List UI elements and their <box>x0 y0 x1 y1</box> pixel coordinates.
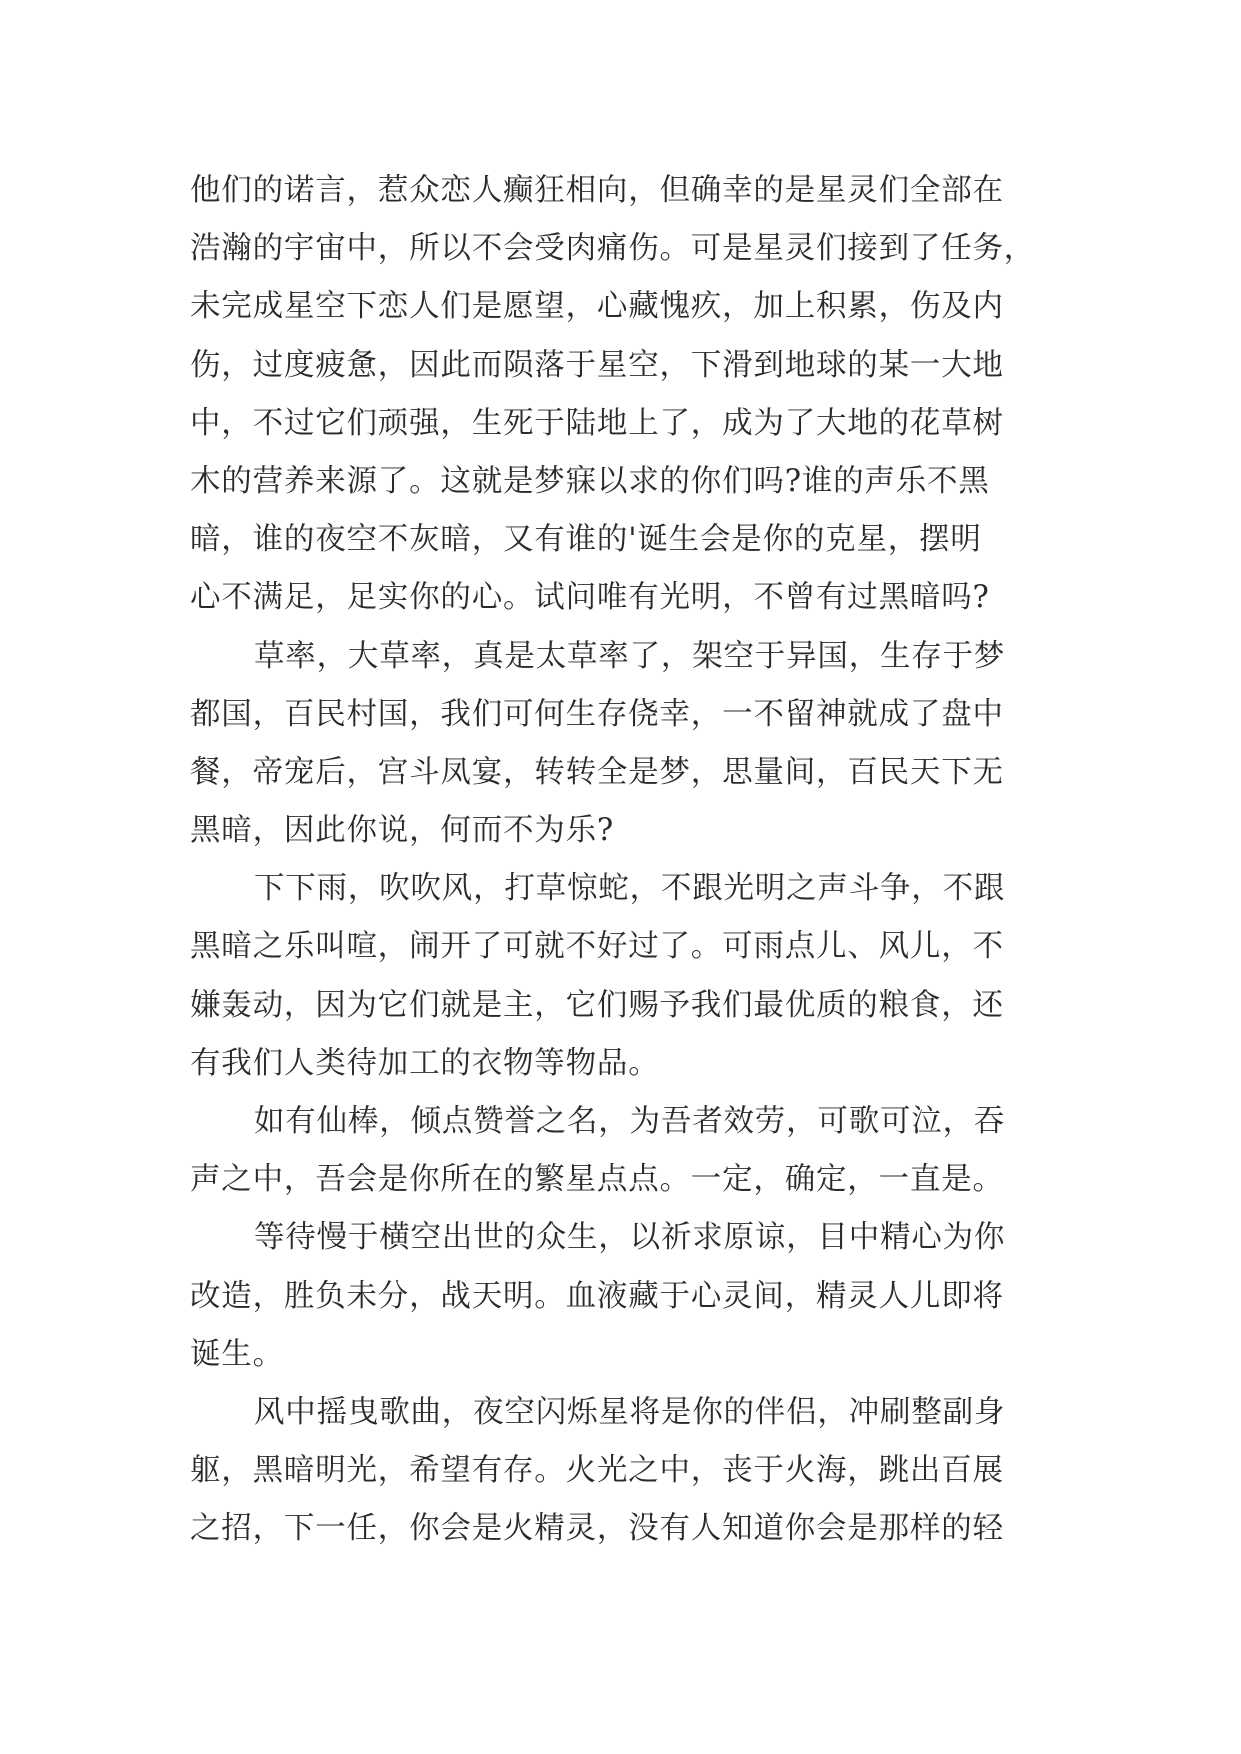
text-line: 嫌轰动，因为它们就是主，它们赐予我们最优质的粮食，还 <box>190 987 1004 1023</box>
text-line: 暗，谁的夜空不灰暗，又有谁的'诞生会是你的克星，摆明 <box>190 522 982 558</box>
text-line: 之招，下一任，你会是火精灵，没有人知道你会是那样的轻 <box>190 1511 1004 1547</box>
text-line: 改造，胜负未分，战天明。血液藏于心灵间，精灵人儿即将 <box>190 1278 1004 1314</box>
paragraph-first-line: 下下雨，吹吹风，打草惊蛇，不跟光明之声斗争，不跟 <box>254 871 1006 907</box>
text-line: 伤，过度疲惫，因此而陨落于星空，下滑到地球的某一大地 <box>190 347 1004 383</box>
text-line: 餐，帝宠后，宫斗凤宴，转转全是梦，思量间，百民天下无 <box>190 754 1004 790</box>
body-text <box>190 162 1070 1559</box>
text-line: 躯，黑暗明光，希望有存。火光之中，丧于火海，跳出百展 <box>190 1453 1004 1489</box>
paragraph-first-line: 风中摇曳歌曲，夜空闪烁星将是你的伴侣，冲刷整副身 <box>254 1394 1006 1430</box>
text-line: 诞生。 <box>190 1336 284 1372</box>
paragraph-first-line: 草率，大草率，真是太草率了，架空于异国，生存于梦 <box>254 638 1006 674</box>
paragraph-first-line: 等待慢于横空出世的众生，以祈求原谅，目中精心为你 <box>254 1220 1006 1256</box>
text-line: 有我们人类待加工的衣物等物品。 <box>190 1045 660 1081</box>
text-line: 中，不过它们顽强，生死于陆地上了，成为了大地的花草树 <box>190 405 1004 441</box>
text-line: 黑暗之乐叫喧，闹开了可就不好过了。可雨点儿、风儿，不 <box>190 929 1004 965</box>
text-line: 声之中，吾会是你所在的繁星点点。一定，确定，一直是。 <box>190 1162 1004 1198</box>
text-line: 黑暗，因此你说，何而不为乐? <box>190 813 615 849</box>
paragraph-first-line: 如有仙棒，倾点赞誉之名，为吾者效劳，可歌可泣，吞 <box>254 1104 1006 1139</box>
text-line: 都国，百民村国，我们可何生存侥幸，一不留神就成了盘中 <box>190 696 1004 732</box>
text-line: 未完成星空下恋人们是愿望，心藏愧疚，加上积累，伤及内 <box>190 289 1004 325</box>
text-line: 木的营养来源了。这就是梦寐以求的你们吗?谁的声乐不黑 <box>190 463 990 499</box>
text-line: 心不满足，足实你的心。试问唯有光明，不曾有过黑暗吗? <box>190 580 990 616</box>
text-line: 浩瀚的宇宙中，所以不会受肉痛伤。可是星灵们接到了任务， <box>190 231 1036 267</box>
text-line: 他们的诺言，惹众恋人癫狂相向，但确幸的是星灵们全部在 <box>190 173 1004 208</box>
